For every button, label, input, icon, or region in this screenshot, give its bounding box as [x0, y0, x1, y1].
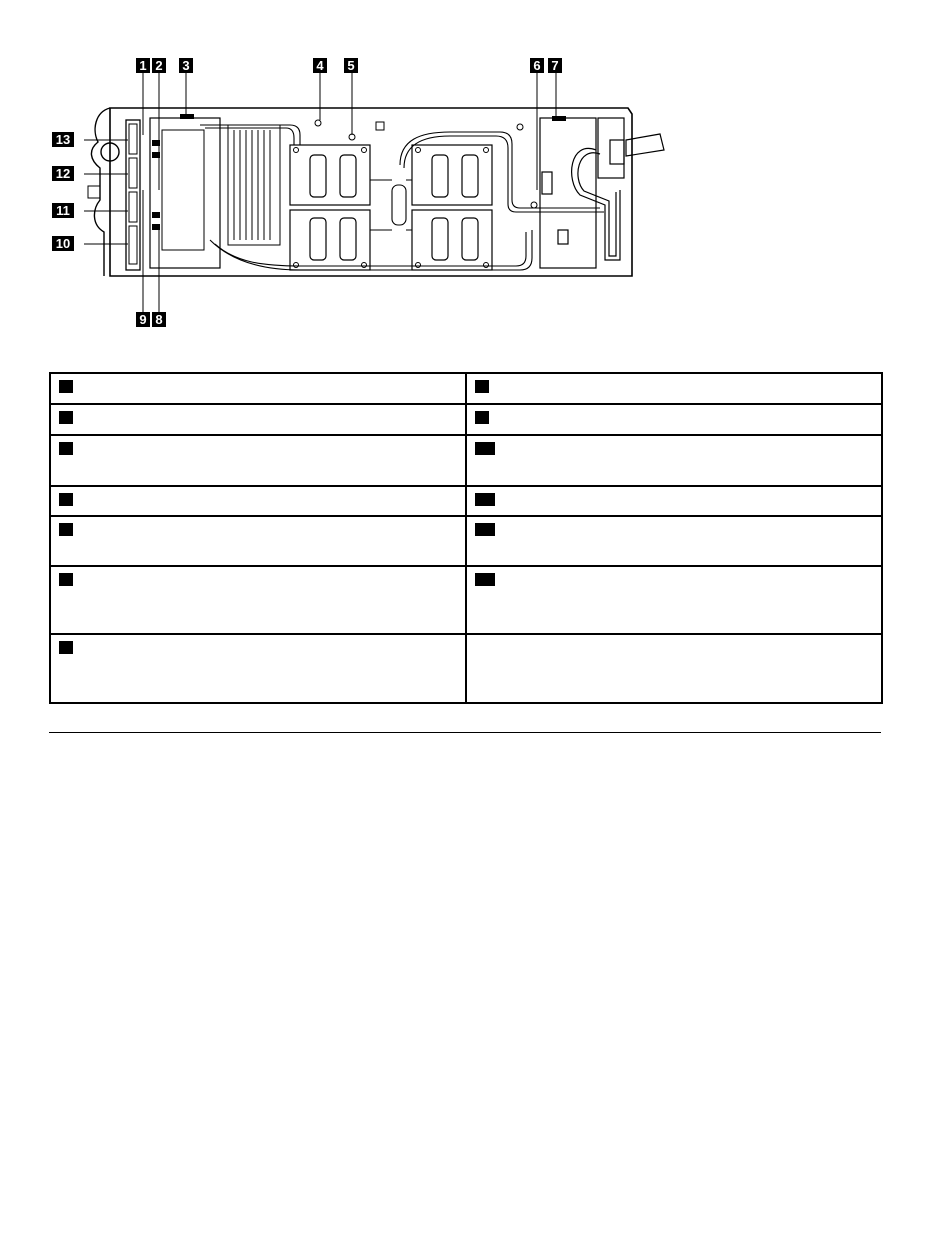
connector-rail-slots [129, 124, 137, 264]
cold-plate-group-left [290, 145, 370, 270]
legend-cell-6 [50, 566, 466, 634]
callout-10: 10 [52, 236, 74, 251]
connector-rail [126, 120, 140, 270]
dimm-block-left [228, 125, 280, 245]
legend-cell-1 [50, 373, 466, 404]
mid-tag-5 [376, 122, 384, 130]
left-board [150, 118, 220, 268]
legend-cell-10 [466, 435, 882, 486]
legend-cell-3 [50, 435, 466, 486]
left-board-tag [180, 114, 194, 119]
legend-cell-4 [50, 486, 466, 516]
legend-cell-2 [50, 404, 466, 435]
legend-row [50, 516, 882, 566]
legend-cell-8 [466, 373, 882, 404]
legend-row [50, 486, 882, 516]
legend-cell-11 [466, 486, 882, 516]
legend-row [50, 373, 882, 404]
callout-6: 6 [530, 58, 544, 73]
left-board-heatsink [162, 130, 204, 250]
legend-row [50, 404, 882, 435]
callout-8: 8 [152, 312, 166, 327]
callout-legend-table [49, 372, 883, 704]
server-diagram [0, 0, 950, 345]
callout-9: 9 [136, 312, 150, 327]
legend-marker-13 [475, 573, 495, 586]
server-diagram-figure [0, 0, 950, 345]
callout-4: 4 [313, 58, 327, 73]
cold-plate-group-right [412, 145, 492, 270]
legend-row [50, 634, 882, 703]
right-tag-7 [552, 116, 566, 121]
callout-1: 1 [136, 58, 150, 73]
callout-12: 12 [52, 166, 74, 181]
legend-cell-5 [50, 516, 466, 566]
legend-cell-9 [466, 404, 882, 435]
legend-marker-5 [59, 523, 73, 536]
section-divider [49, 732, 881, 733]
legend-marker-1 [59, 380, 73, 393]
legend-marker-7 [59, 641, 73, 654]
legend-marker-9 [475, 411, 489, 424]
legend-marker-11 [475, 493, 495, 506]
legend-marker-3 [59, 442, 73, 455]
chassis-left-handle [91, 108, 110, 276]
legend-marker-2 [59, 411, 73, 424]
legend-row [50, 435, 882, 486]
legend-row [50, 566, 882, 634]
chassis-left-bracket [88, 186, 100, 198]
legend-marker-12 [475, 523, 495, 536]
coolant-tubes [200, 125, 604, 270]
callout-2: 2 [152, 58, 166, 73]
callout-5: 5 [344, 58, 358, 73]
callout-3: 3 [179, 58, 193, 73]
legend-marker-10 [475, 442, 495, 455]
legend-cell-empty [466, 634, 882, 703]
legend-marker-6 [59, 573, 73, 586]
right-manifold [540, 118, 664, 268]
chassis-outline [110, 108, 632, 276]
callout-13: 13 [52, 132, 74, 147]
callout-11: 11 [52, 203, 74, 218]
legend-marker-8 [475, 380, 489, 393]
callout-7: 7 [548, 58, 562, 73]
legend-cell-12 [466, 516, 882, 566]
screw-markers [294, 120, 538, 268]
legend-marker-4 [59, 493, 73, 506]
legend-cell-7 [50, 634, 466, 703]
legend-cell-13 [466, 566, 882, 634]
